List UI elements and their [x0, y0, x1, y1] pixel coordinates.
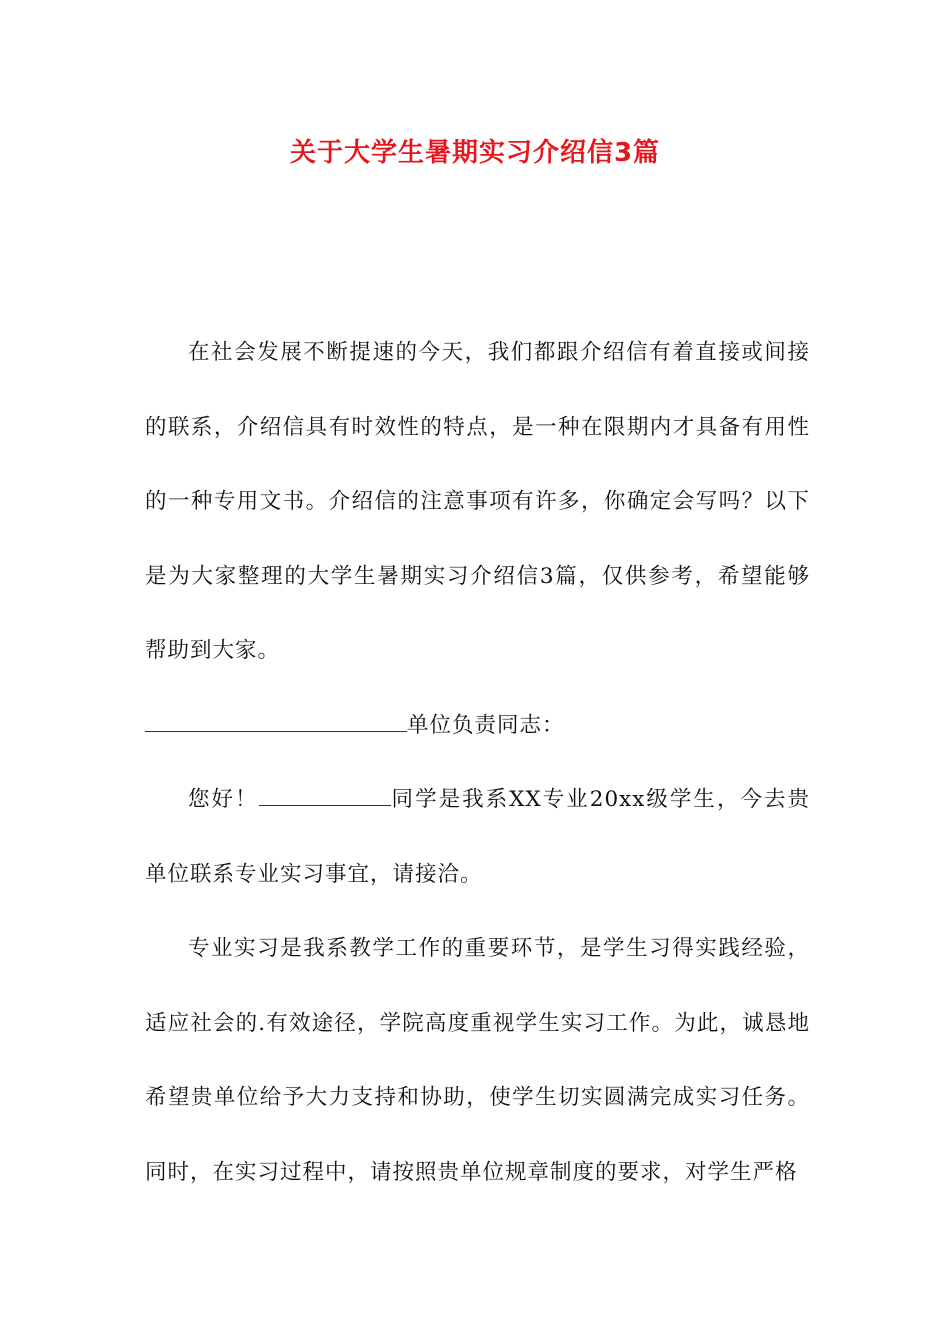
salutation-line	[145, 689, 810, 764]
greeting-paragraph	[145, 763, 810, 912]
recipient-blank	[145, 707, 407, 732]
internship-paragraph: 专业实习是我系教学工作的重要环节，是学生习得实践经验，适应社会的.有效途径，学院高度重视学生实习工作。为此，诚恳地希望贵单位给予大力支持和协助，使学生切实圆满完成实习任务。同时，在实习过程中，请按照贵单位规章制度的要求，对学生严格	[145, 936, 810, 1185]
student-name-blank	[259, 781, 391, 806]
document-title: 关于大学生暑期实习介绍信3篇	[289, 138, 661, 168]
intro-paragraph: 在社会发展不断提速的今天，我们都跟介绍信有着直接或间接的联系，介绍信具有时效性的特点，是一种在限期内才具备有用性的一种专用文书。介绍信的注意事项有许多，你确定会写吗？以下是为大家整理的大学生暑期实习介绍信3篇，仅供参考，希望能够帮助到大家。	[145, 340, 810, 663]
document-body	[145, 316, 810, 1210]
salutation-text: 单位负责同志：	[407, 712, 565, 738]
greeting-suffix: 同学是我系XX专业20xx级学生，今去贵单位联系专业实习事宜，请接洽。	[145, 787, 810, 887]
greeting-prefix: 您好！	[188, 787, 259, 812]
